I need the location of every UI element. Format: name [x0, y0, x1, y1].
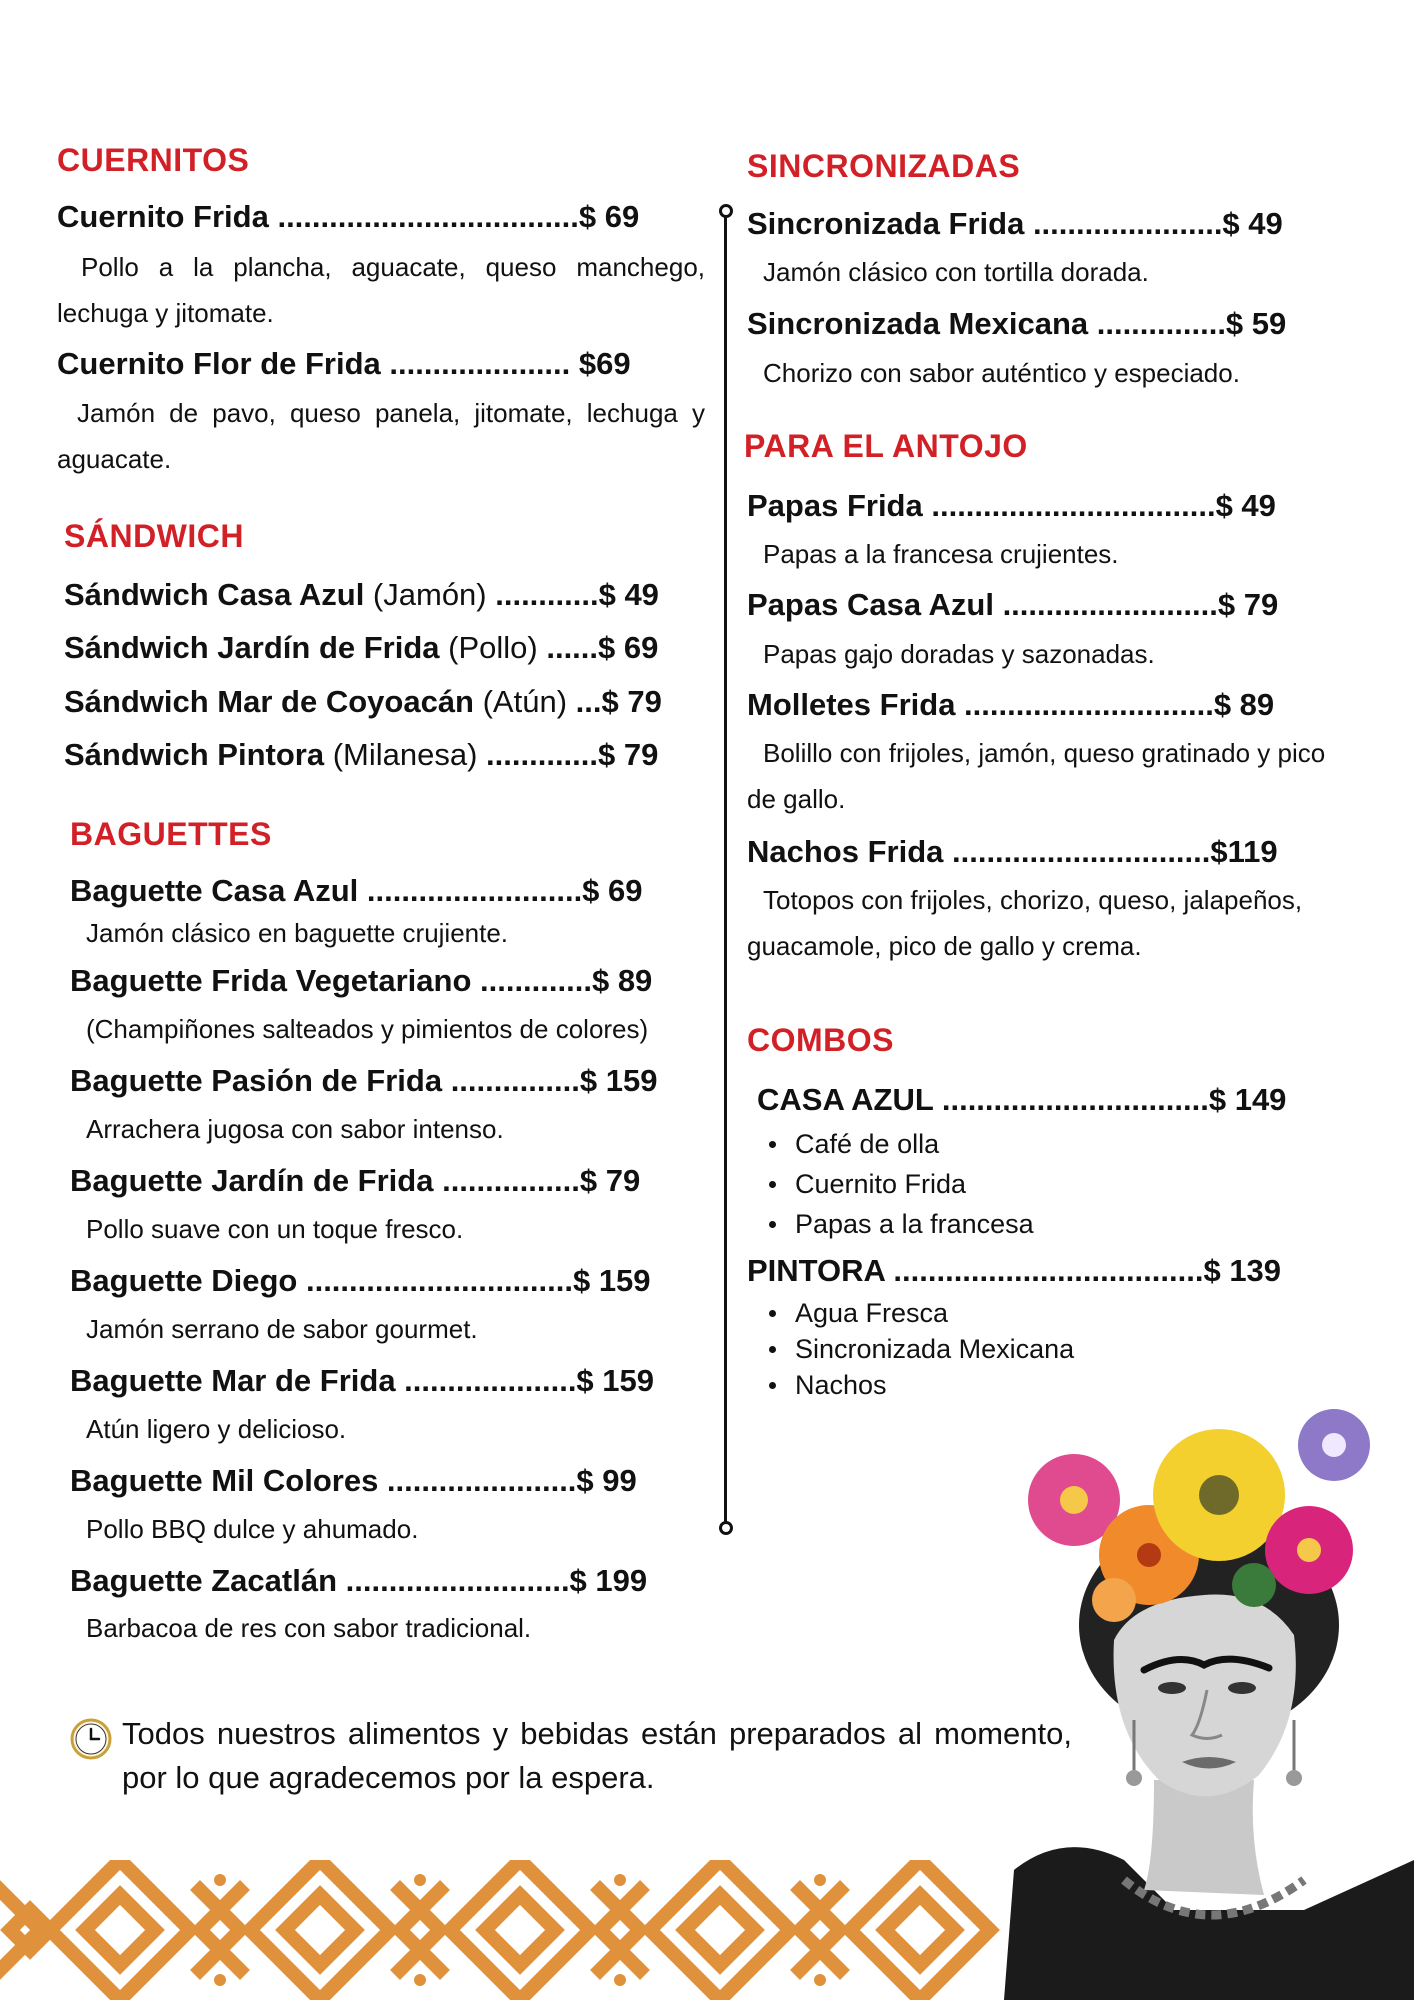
menu-item-name: Sándwich Jardín de Frida (Pollo) ......$ 69: [64, 630, 659, 665]
section-title-cuernitos: CUERNITOS: [57, 142, 250, 178]
preparation-note: Todos nuestros alimentos y bebidas están preparados al momento, por lo que agradecemos por la espera.: [122, 1716, 1072, 1795]
section-title-para-el-antojo: PARA EL ANTOJO: [744, 428, 1028, 464]
combo-includes-list: [747, 1295, 1074, 1403]
menu-item-description: Chorizo con sabor auténtico y especiado.: [763, 358, 1240, 388]
menu-item-name: Baguette Diego ...............................$ 159: [70, 1263, 651, 1298]
menu-item-name: Baguette Frida Vegetariano .............$ 89: [70, 963, 653, 998]
menu-item-description: Jamón de pavo, queso panela, jitomate, lechuga y aguacate.: [57, 398, 705, 474]
list-item: Papas a la francesa: [747, 1204, 1034, 1244]
menu-item-description: Jamón serrano de sabor gourmet.: [86, 1314, 478, 1344]
menu-item-name: Sincronizada Frida ......................$ 49: [747, 206, 1283, 241]
menu-item-description: Pollo BBQ dulce y ahumado.: [86, 1514, 419, 1544]
section-title-sandwich: SÁNDWICH: [64, 518, 244, 554]
menu-item-description: Pollo suave con un toque fresco.: [86, 1214, 464, 1244]
menu-item-name: Cuernito Frida ...................................$ 69: [57, 199, 640, 234]
menu-item-name: Baguette Casa Azul .........................$ 69: [70, 873, 643, 908]
menu-item-name: Papas Casa Azul .........................$ 79: [747, 587, 1279, 622]
menu-item-description: Jamón clásico en baguette crujiente.: [86, 918, 509, 948]
combo-includes-list: [747, 1124, 1034, 1244]
section-title-combos: COMBOS: [747, 1022, 894, 1058]
list-item: Nachos: [747, 1367, 1074, 1403]
divider-bottom-dot: [719, 1521, 733, 1535]
menu-item-name: Sincronizada Mexicana ...............$ 59: [747, 306, 1287, 341]
menu-item-name: Baguette Mar de Frida ....................$ 159: [70, 1363, 655, 1398]
menu-item-name: Baguette Jardín de Frida ................$ 79: [70, 1163, 641, 1198]
list-item: Agua Fresca: [747, 1295, 1074, 1331]
section-title-sincronizadas: SINCRONIZADAS: [747, 148, 1021, 184]
menu-item-description: Bolillo con frijoles, jamón, queso gratinado y pico de gallo.: [747, 738, 1326, 814]
menu-item-name: Sándwich Pintora (Milanesa) .............$ 79: [64, 737, 659, 772]
menu-item-description: Papas a la francesa crujientes.: [763, 539, 1119, 569]
menu-item-description: Pollo a la plancha, aguacate, queso manchego, lechuga y jitomate.: [57, 252, 705, 328]
menu-item-description: (Champiñones salteados y pimientos de colores): [86, 1014, 649, 1044]
menu-item-description: Totopos con frijoles, chorizo, queso, jalapeños, guacamole, pico de gallo y crema.: [747, 885, 1303, 961]
list-item: Cuernito Frida: [747, 1164, 1034, 1204]
menu-item-description: Jamón clásico con tortilla dorada.: [763, 257, 1149, 287]
menu-item-name: Nachos Frida ..............................$119: [747, 834, 1278, 869]
clock-icon: [70, 1718, 112, 1765]
list-item: Café de olla: [747, 1124, 1034, 1164]
list-item: Sincronizada Mexicana: [747, 1331, 1074, 1367]
combo-name: PINTORA ....................................$ 139: [747, 1253, 1282, 1288]
menu-item-name: Sándwich Mar de Coyoacán (Atún) ...$ 79: [64, 684, 662, 719]
menu-item-description: Barbacoa de res con sabor tradicional.: [86, 1613, 532, 1643]
section-title-baguettes: BAGUETTES: [70, 816, 272, 852]
menu-item-description: Arrachera jugosa con sabor intenso.: [86, 1114, 504, 1144]
combo-name: CASA AZUL ...............................$ 149: [757, 1082, 1287, 1117]
decorative-pattern-border: [0, 1860, 1010, 2000]
frida-illustration: [1004, 1390, 1414, 2000]
divider-top-dot: [719, 204, 733, 218]
menu-item-name: Baguette Mil Colores ......................$ 99: [70, 1463, 637, 1498]
menu-item-name: Cuernito Flor de Frida ..................... $69: [57, 346, 631, 381]
menu-item-name: Papas Frida .................................$ 49: [747, 488, 1276, 523]
menu-item-name: Molletes Frida .............................$ 89: [747, 687, 1275, 722]
menu-item-name: Sándwich Casa Azul (Jamón) ............$ 49: [64, 577, 659, 612]
menu-item-description: Papas gajo doradas y sazonadas.: [763, 639, 1155, 669]
menu-item-name: Baguette Pasión de Frida ...............$ 159: [70, 1063, 658, 1098]
column-divider: [724, 208, 727, 1526]
menu-item-description: Atún ligero y delicioso.: [86, 1414, 347, 1444]
menu-item-name: Baguette Zacatlán ..........................$ 199: [70, 1563, 648, 1598]
